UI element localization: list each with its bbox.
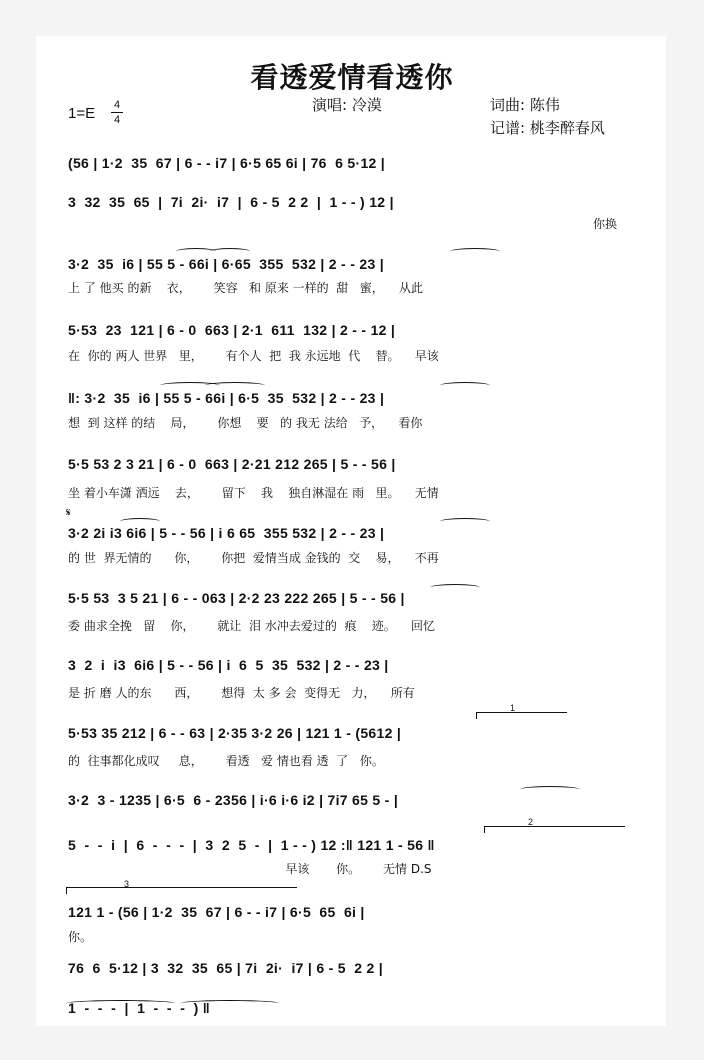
slur-mark — [120, 518, 160, 525]
slur-mark — [210, 248, 250, 255]
volta-2-bracket — [484, 826, 625, 833]
slur-mark — [440, 382, 490, 389]
lyric-line-6: 坐 着小车潇 洒远 去， 留下 我 独自淋湿在 雨 里。 无情 — [68, 486, 439, 500]
volta-3-bracket — [66, 887, 297, 894]
slur-mark — [520, 786, 580, 793]
transcriber-credit: 记谱: 桃李醉春风 — [490, 119, 605, 137]
slur-mark — [440, 518, 490, 525]
volta-1-number: 1 — [510, 703, 516, 713]
score-line-4: 5·53 23 121 | 6 - 0 663 | 2·1 611 132 | 2 - - 12 | — [68, 322, 396, 338]
tie-mark — [180, 1000, 280, 1007]
slur-mark — [450, 248, 500, 255]
score-line-7: 3·2 2i i3 6i6 | 5 - - 56 | i 6 65 355 532 | 2 - - 23 | — [68, 525, 385, 541]
time-signature — [111, 99, 123, 126]
score-line-14: 76 6 5·12 | 3 32 35 65 | 7i 2i· i7 | 6 - 5 2 2 | — [68, 960, 383, 976]
score-line-13: 121 1 - (56 | 1·2 35 67 | 6 - - i7 | 6·5 65 6i | — [68, 904, 365, 920]
lyric-line-8: 委 曲求全挽 留 你， 就让 泪 水冲去爱过的 痕 迹。 回忆 — [68, 619, 435, 633]
tie-mark — [66, 1000, 176, 1007]
lyric-line-12: 早该 你。 无情 D.S — [68, 862, 432, 876]
slur-mark — [205, 382, 265, 389]
lyricist-credit: 词曲: 陈伟 — [490, 96, 560, 114]
lyric-line-4: 在 你的 两人 世界 里， 有个人 把 我 永远地 代 替。 早该 — [68, 349, 439, 363]
song-title: 看透爱情看透你 — [250, 61, 454, 94]
volta-1-bracket — [476, 712, 567, 719]
score-line-9: 3 2 i i3 6i6 | 5 - - 56 | i 6 5 35 532 | 2 - - 23 | — [68, 657, 389, 673]
singer-credit: 演唱: 冷漠 — [312, 96, 382, 114]
lyric-line-9: 是 折 磨 人的东 西， 想得 太 多 会 变得无 力， 所有 — [68, 686, 415, 700]
lyric-line-3: 上 了 他买 的新 衣， 笑容 和 原来 一样的 甜 蜜， 从此 — [68, 281, 423, 295]
segno-icon: 𝄋 — [66, 506, 71, 519]
lyric-line-5: 想 到 这样 的结 局， 你想 要 的 我无 法给 予， 看你 — [68, 416, 423, 430]
score-line-2: 3 32 35 65 | 7i 2i· i7 | 6 - 5 2 2 | 1 - - ) 12 | — [68, 194, 394, 210]
score-line-8: 5·5 53 3 5 21 | 6 - - 063 | 2·2 23 222 265 | 5 - - 56 | — [68, 590, 405, 606]
lyric-line-13: 你。 — [68, 930, 93, 944]
lyric-line-2: 你换 — [593, 217, 618, 231]
score-line-1: (56 | 1·2 35 67 | 6 - - i7 | 6·5 65 6i | 76 6 5·12 | — [68, 155, 386, 171]
volta-2-number: 2 — [528, 817, 534, 827]
score-line-10: 5·53 35 212 | 6 - - 63 | 2·35 3·2 26 | 121 1 - (5612 | — [68, 725, 402, 741]
key-signature: 1=E — [68, 105, 96, 122]
volta-3-number: 3 — [124, 879, 130, 889]
score-line-5: ‖: 3·2 35 i6 | 55 5 - 66i | 6·5 35 532 | 2 - - 23 | — [68, 390, 385, 406]
lyric-line-7: 的 世 界无情的 你， 你把 爱情当成 金钱的 交 易， 不再 — [68, 551, 439, 565]
score-line-12: 5 - - i | 6 - - - | 3 2 5 - | 1 - - ) 12 :‖ 121 1 - 56 ‖ — [68, 837, 435, 853]
time-signature-bottom: 4 — [113, 114, 121, 126]
score-line-11: 3·2 3 - 1235 | 6·5 6 - 2356 | i·6 i·6 i2 | 7i7 65 5 - | — [68, 792, 399, 808]
slur-mark — [430, 584, 480, 591]
time-signature-top: 4 — [113, 99, 121, 111]
lyric-line-10: 的 往事都化成叹 息， 看透 爱 情也看 透 了 你。 — [68, 754, 384, 768]
score-line-6: 5·5 53 2 3 21 | 6 - 0 663 | 2·21 212 265 | 5 - - 56 | — [68, 456, 396, 472]
score-line-3: 3·2 35 i6 | 55 5 - 66i | 6·65 355 532 | 2 - - 23 | — [68, 256, 384, 272]
score-line-15: 1 - - - | 1 - - - ) ‖ — [68, 1000, 210, 1016]
